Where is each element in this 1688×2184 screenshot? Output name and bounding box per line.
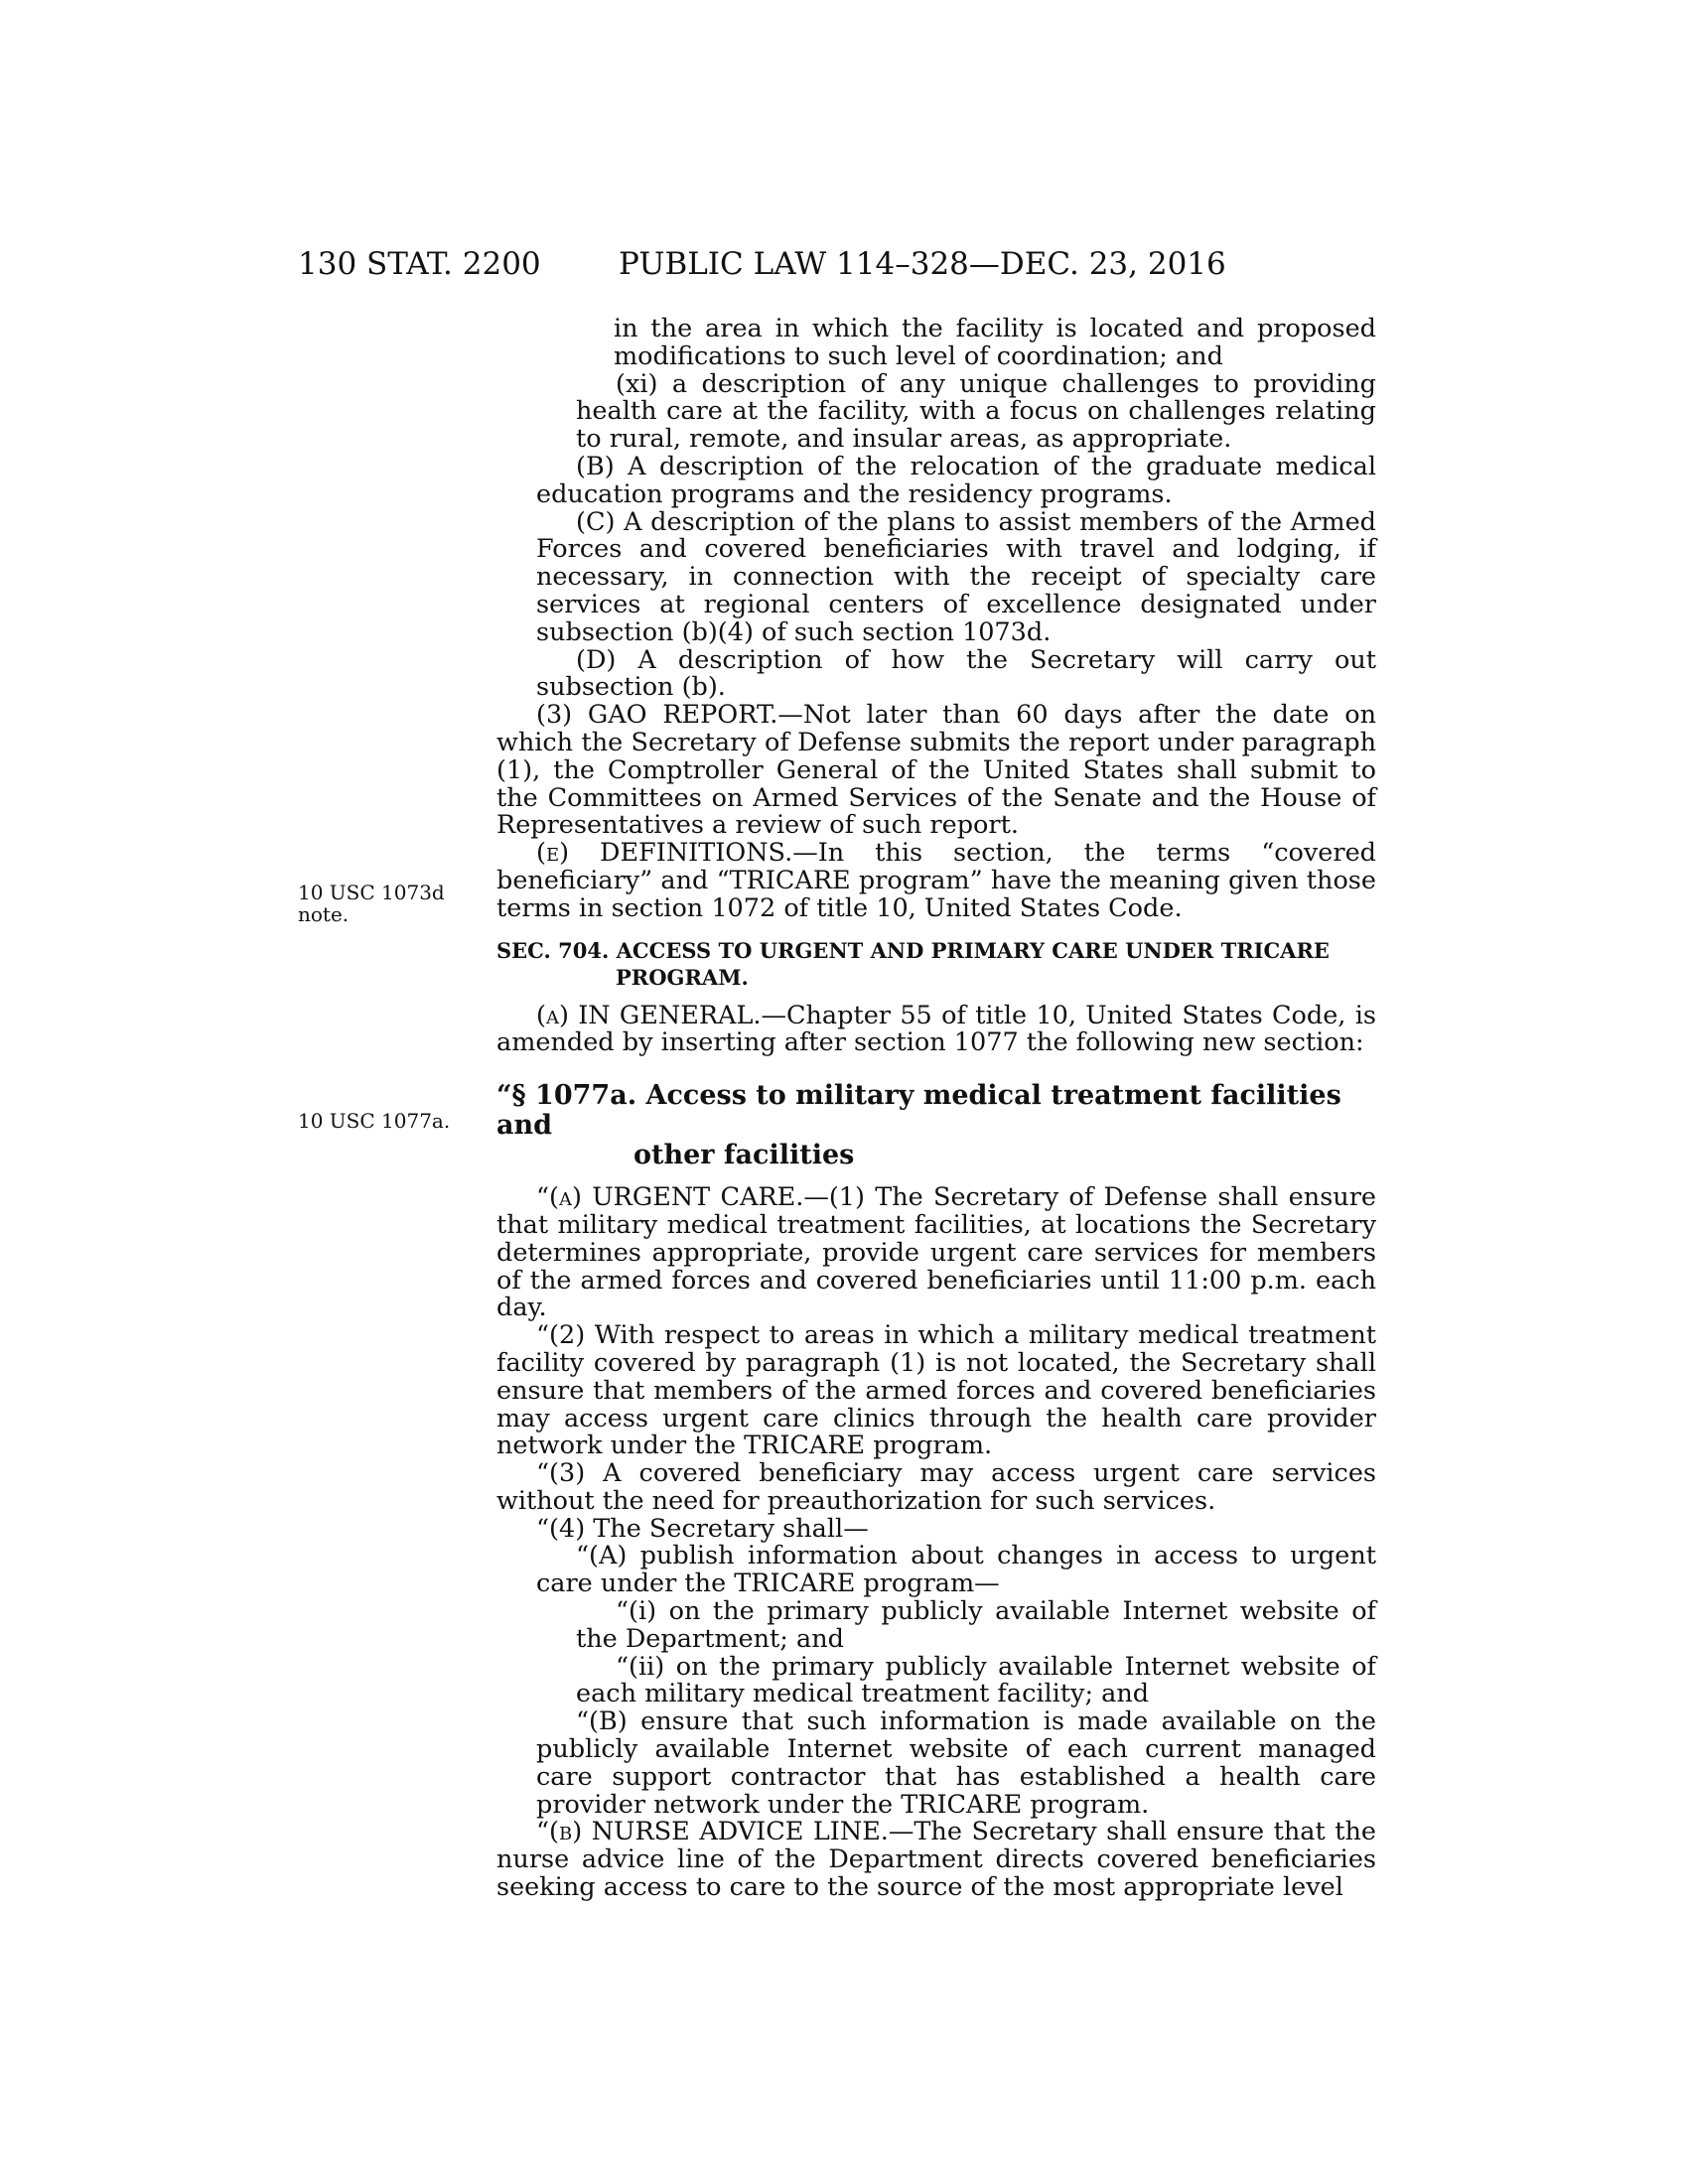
margin-note-text: 10 USC 1073d note. bbox=[298, 881, 445, 926]
subsection-definitions bbox=[496, 840, 1376, 922]
subparagraph-c: (C) A description of the plans to assist members of the Armed Forces and covered beneficiaries with travel and lodging, if necessary, in connection with the receipt of specialty care services at regional centers of excellence designated under subsection (b)(4) of such section 1073d. bbox=[536, 506, 1376, 647]
paragraph-2: “(2) With respect to areas in which a military medical treatment facility covered by paragraph (1) is not located, the Secretary shall ensure that members of the armed forces and covered beneficiaries may access urgent care clinics through the health care provider network under the TRICARE program. bbox=[496, 1320, 1376, 1461]
subparagraph-a: “(A) publish information about changes in access to urgent care under the TRICARE program— bbox=[536, 1541, 1376, 1599]
clause-xi: (xi) a description of any unique challenges to providing health care at the facility, with a focus on challenges relating to rural, remote, and insular areas, as appropriate. bbox=[576, 368, 1376, 455]
page-stat-citation: 130 STAT. 2200 bbox=[298, 246, 541, 282]
margin-note-text: 10 USC 1077a. bbox=[298, 1109, 451, 1133]
section-title-line2: PROGRAM. bbox=[616, 964, 749, 990]
paragraph-3: “(3) A covered beneficiary may access urgent care services without the need for preauthorization for such services. bbox=[496, 1458, 1376, 1516]
paragraph-gao-report bbox=[496, 702, 1376, 840]
subsection-text: —The Secretary shall ensure that the nurse advice line of the Department directs covered beneficiaries seeking access to care to the source of the most appropriate level bbox=[496, 1817, 1376, 1903]
section-title bbox=[496, 937, 1376, 991]
subsection-heading: (e) DEFINITIONS. bbox=[536, 838, 793, 869]
subsection-heading: “(b) NURSE ADVICE LINE. bbox=[536, 1817, 889, 1847]
new-section-heading-line1: “§ 1077a. Access to military medical treatment facilities and bbox=[496, 1080, 1341, 1142]
subsection-text: —Chapter 55 of title 10, United States Code, is amended by inserting after section 1077 the following new section: bbox=[496, 1000, 1376, 1058]
subsection-heading: “(a) URGENT CARE. bbox=[536, 1182, 804, 1213]
paragraph-continuation: in the area in which the facility is located and proposed modifications to such level of coordination; and bbox=[614, 314, 1376, 371]
new-section-heading bbox=[496, 1081, 1376, 1170]
paragraph-heading: (3) GAO REPORT. bbox=[536, 700, 778, 731]
clause-ii: “(ii) on the primary publicly available Internet website of each military medical treatment facility; and bbox=[576, 1651, 1376, 1709]
new-section-heading-line2: other facilities bbox=[633, 1140, 855, 1171]
subparagraph-d: (D) A description of how the Secretary will carry out subsection (b). bbox=[536, 644, 1376, 703]
subparagraph-b: (B) A description of the relocation of the graduate medical education programs and the residency programs. bbox=[536, 451, 1376, 509]
subsection-in-general bbox=[496, 1000, 1376, 1058]
subsection-heading: (a) IN GENERAL. bbox=[536, 1000, 762, 1030]
body-column bbox=[496, 316, 1376, 1902]
clause-i: “(i) on the primary publicly available Internet website of the Department; and bbox=[576, 1596, 1376, 1654]
subsection-urgent-care bbox=[496, 1184, 1376, 1322]
margin-note-usc-1077a bbox=[298, 1110, 450, 1132]
running-header: PUBLIC LAW 114–328—DEC. 23, 2016 bbox=[619, 246, 1226, 282]
paragraph-text: —Not later than 60 days after the date on which the Secretary of Defense submits the report under paragraph (1), the Comptroller General of the United States shall submit to the Committees on Armed Services of the Senate and the House of Representatives a review of such report. bbox=[496, 700, 1376, 841]
subsection-nurse-advice-line bbox=[496, 1819, 1376, 1901]
subparagraph-b-ensure: “(B) ensure that such information is made available on the publicly available Internet website of each current managed care support contractor that has established a health care provider network under the TRICARE program. bbox=[536, 1706, 1376, 1820]
margin-note-usc-1073d bbox=[298, 882, 445, 925]
section-title-line1: SEC. 704. ACCESS TO URGENT AND PRIMARY CARE UNDER TRICARE bbox=[496, 937, 1330, 963]
subsection-text: —In this section, the terms “covered beneficiary” and “TRICARE program” have the meaning given those terms in section 1072 of title 10, United States Code. bbox=[496, 838, 1376, 923]
paragraph-4: “(4) The Secretary shall— bbox=[536, 1513, 869, 1544]
subsection-text: —(1) The Secretary of Defense shall ensure that military medical treatment facilities, at locations the Secretary determines appropriate, provide urgent care services for members of the armed forces and covered beneficiaries until 11:00 p.m. each day. bbox=[496, 1182, 1376, 1323]
